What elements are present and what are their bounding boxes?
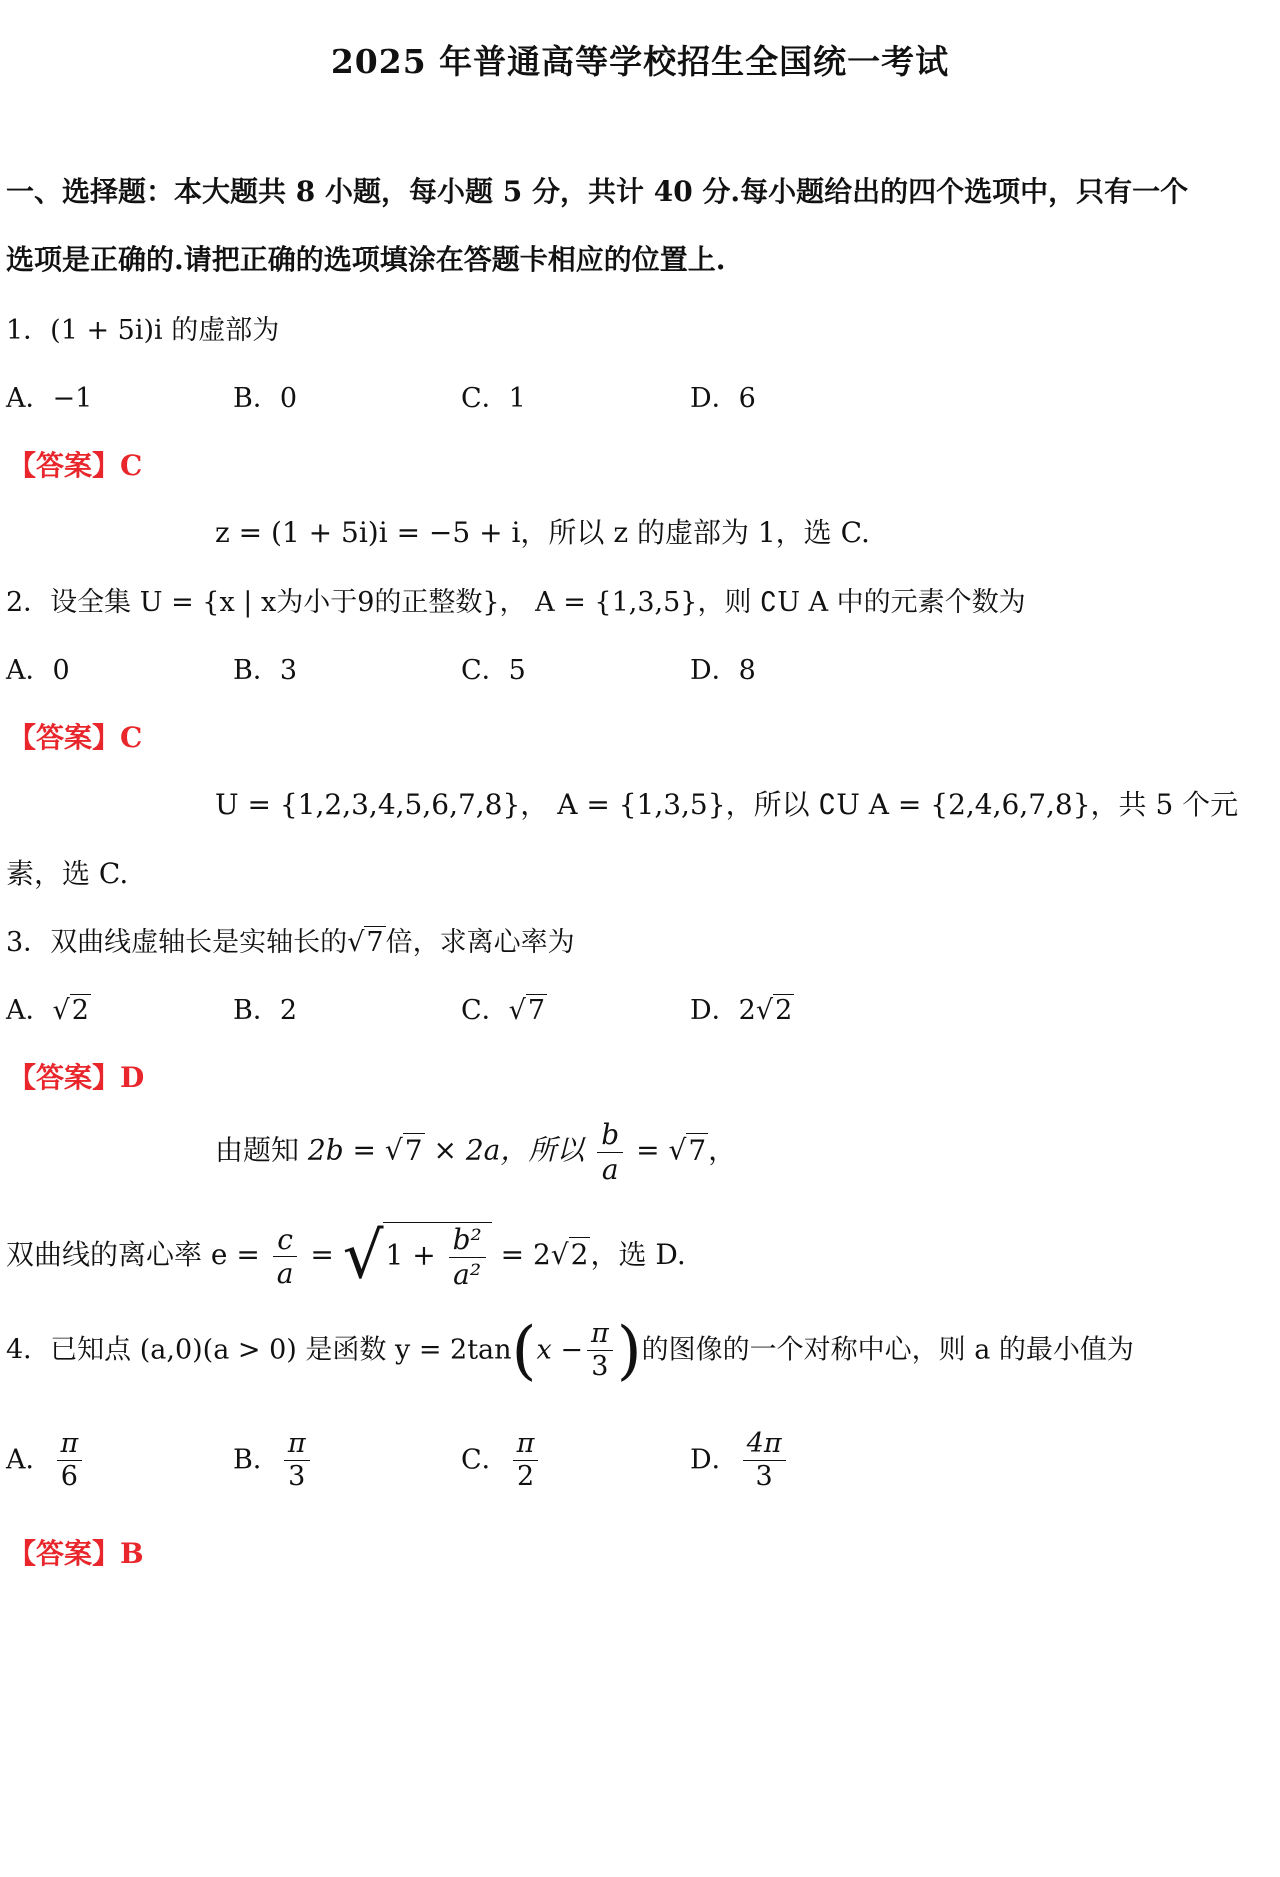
q3-option-a: A．√2 [6, 995, 89, 1026]
q2-option-d: D．8 [690, 655, 756, 686]
q3-solution-line1: 由题知 2b = √7 × 2a，所以 $\frac{b}{a}$ = √7， [215, 1118, 737, 1186]
sol-eq: 2b = [307, 1133, 385, 1167]
fraction-c-over-a [273, 1223, 298, 1291]
q3-option-c-root: 7 [527, 995, 546, 1026]
q1-answer: 【答案】C [8, 449, 143, 482]
q2-answer: 【答案】C [8, 721, 143, 754]
frac-den: 2 [516, 1461, 535, 1493]
question-2-stem: 2．设全集 U = {x | x为小于9的正整数}， A = {1,3,5}，则 ∁U A 中的元素个数为 [6, 587, 1026, 618]
fraction-b2-over-a2 [449, 1223, 486, 1291]
q2-option-c: C．5 [461, 655, 526, 686]
fraction-pi-over-3 [587, 1318, 613, 1384]
q2-option-b: B．3 [233, 655, 298, 686]
q2-option-a: A．0 [6, 655, 70, 686]
q2-solution-line2: 素，选 C. [6, 857, 129, 890]
q3-stem-root: 7 [366, 927, 384, 958]
sqrt-sign: √ [347, 927, 365, 958]
sol2-root: 2 [570, 1238, 589, 1272]
question-1-stem: 1．(1 + 5i)i 的虚部为 [6, 315, 280, 346]
q4-option-a-letter: A． [6, 1444, 53, 1476]
q4-answer: 【答案】B [8, 1537, 144, 1570]
q1-solution: z = (1 + 5i)i = −5 + i，所以 z 的虚部为 1，选 C. [215, 516, 870, 549]
frac-den: 3 [591, 1351, 609, 1383]
q4-option-b-frac [284, 1428, 310, 1494]
q4-stem-pre: 4．已知点 (a,0)(a > 0) 是函数 y = 2tan [6, 1334, 512, 1366]
q3-solution-line2: 双曲线的离心率 e = $\frac{c}{a}$ = √1 + $\frac{\text{b²}}{\text{a²}}$ = 2√2，选 D. [6, 1219, 686, 1294]
frac-den: 3 [755, 1461, 773, 1493]
q3-option-c-letter: C． [461, 995, 509, 1026]
frac-num: 4π [743, 1428, 786, 1461]
frac-den: a² [453, 1257, 482, 1291]
q3-option-b-value: 2 [279, 995, 298, 1026]
frac-den: 3 [288, 1461, 306, 1493]
frac-num: c [273, 1223, 298, 1258]
q4-option-c-letter: C． [461, 1444, 509, 1476]
frac-den: a [601, 1152, 619, 1186]
q4-option-d-frac [743, 1428, 786, 1494]
q3-option-d-coef: 2 [738, 995, 756, 1026]
page-title: 2025 年普通高等学校招生全国统一考试 [330, 42, 950, 81]
right-paren: ) [616, 1313, 642, 1388]
frac-den: 6 [60, 1461, 78, 1493]
q3-option-a-letter: A． [6, 995, 53, 1026]
q4-option-c [461, 1428, 542, 1494]
section-heading-line2: 选项是正确的.请把正确的选项填涂在答题卡相应的位置上. [6, 243, 726, 276]
sol2-pre: 双曲线的离心率 e = [6, 1238, 269, 1272]
q4-option-c-frac [513, 1428, 539, 1494]
big-sqrt-sign: √ [342, 1219, 384, 1294]
q1-option-d: D．6 [690, 383, 756, 414]
frac-num: π [587, 1318, 613, 1351]
question-3-stem [6, 920, 575, 959]
sol2-post: = 2 [491, 1238, 551, 1272]
sol2-end: ，选 D. [590, 1238, 686, 1272]
sol-text: 由题知 [215, 1133, 300, 1167]
q3-option-d: D．2√2 [690, 995, 793, 1026]
q3-option-d-root: 2 [775, 995, 793, 1026]
fraction-b-over-a [597, 1118, 623, 1186]
q2-solution-line1: U = {1,2,3,4,5,6,7,8}， A = {1,3,5}，所以 ∁U A = {2,4,6,7,8}，共 5 个元 [215, 788, 1239, 821]
q3-option-b-letter: B． [233, 995, 280, 1026]
question-4-stem [6, 1313, 1134, 1388]
q4-option-d [690, 1428, 790, 1494]
q1-option-a: A．−1 [6, 383, 93, 414]
frac-num: π [284, 1428, 310, 1461]
q3-stem-post: 倍，求离心率为 [385, 927, 575, 958]
q1-option-c: C．1 [461, 383, 526, 414]
q4-option-d-letter: D． [690, 1444, 739, 1476]
big-sqrt-content [383, 1222, 491, 1291]
q3-answer: 【答案】D [8, 1061, 145, 1094]
q4-option-b-letter: B． [233, 1444, 280, 1476]
frac-num: b² [449, 1223, 486, 1258]
frac-num: π [513, 1428, 539, 1461]
q3-option-a-root: 2 [71, 995, 89, 1026]
sol-eq2: = [627, 1133, 669, 1167]
left-paren: ( [511, 1313, 537, 1388]
q3-option-d-letter: D． [690, 995, 739, 1026]
q4-option-a-frac [57, 1428, 83, 1494]
frac-num: π [57, 1428, 83, 1461]
q4-option-a [6, 1428, 86, 1494]
q3-option-b [233, 988, 297, 1027]
sol-post: × 2a，所以 [424, 1133, 585, 1167]
frac-den: a [276, 1257, 294, 1291]
q1-option-b: B．0 [233, 383, 298, 414]
sol2-mid: = [301, 1238, 343, 1272]
sol-root2: 7 [688, 1133, 707, 1167]
section-heading-line1: 一、选择题：本大题共 8 小题，每小题 5 分，共计 40 分.每小题给出的四个选项中，只有一个 [6, 175, 1189, 208]
q4-option-b [233, 1428, 314, 1494]
q3-option-c: C．√7 [461, 995, 546, 1026]
q4-stem-x: x − [536, 1334, 583, 1366]
frac-num: b [597, 1118, 623, 1153]
q3-stem-pre: 3．双曲线虚轴长是实轴长的 [6, 927, 348, 958]
q4-stem-post: 的图像的一个对称中心，则 a 的最小值为 [641, 1334, 1134, 1366]
sol-end: ， [708, 1133, 737, 1167]
sol-root: 7 [404, 1133, 423, 1167]
sqrt-in-pre: 1 + [385, 1238, 445, 1272]
